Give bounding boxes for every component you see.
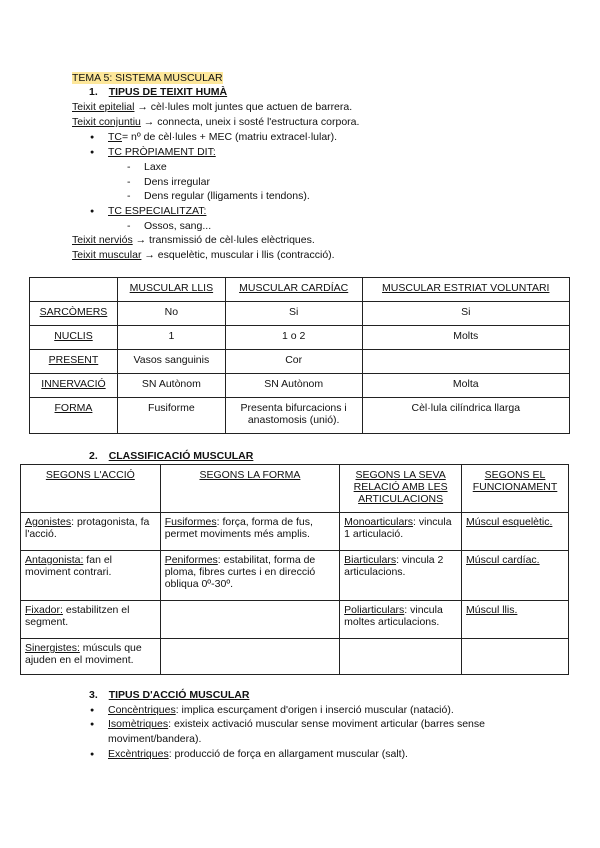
table-header-row [21,465,569,513]
table-cell: SN Autònom [117,374,225,398]
table-cell [160,639,339,675]
line-nervios: Teixit nerviós → transmissió de cèl·lules elèctriques. [72,234,315,246]
list-item: - Laxe [127,161,167,173]
table-header-row [30,278,570,302]
table-cell: Agonistes: protagonista, fa l'acció. [21,513,161,551]
table-header-cell: MUSCULAR LLIS [117,278,225,302]
table-cell: Múscul cardíac. [462,551,569,601]
table-cell: Poliarticulars: vincula moltes articulacions. [340,601,462,639]
list-item: - Dens irregular [127,176,210,188]
table-cell: 1 [117,326,225,350]
table-row [21,601,569,639]
muscle-types-table [29,277,570,434]
section-3-heading: 3. TIPUS D'ACCIÓ MUSCULAR [89,689,250,701]
table-header-cell [30,278,118,302]
table-cell [362,350,569,374]
table-cell: Si [225,302,362,326]
row-label: FORMA [30,398,118,434]
table-header-cell: SEGONS LA FORMA [160,465,339,513]
table-row [30,302,570,326]
table-header-cell: SEGONS LA SEVA RELACIÓ AMB LES ARTICULACIONS [340,465,462,513]
line-epitelial: Teixit epitelial → cèl·lules molt juntes que actuen de barrera. [72,101,353,113]
table-cell [160,601,339,639]
table-cell: Peniformes: estabilitat, forma de ploma, fibres curtes i en direcció obliqua 0º-30º. [160,551,339,601]
list-item: - Dens regular (lligaments i tendons). [127,190,310,202]
table-cell: Fusiforme [117,398,225,434]
table-row [30,326,570,350]
table-row [30,350,570,374]
table-cell: Si [362,302,569,326]
bullet-isometriques: ● Isomètriques: existeix activació muscular sense moviment articular (barres sense [92,718,485,731]
bullet-concentriques: ● Concèntriques: implica escurçament d'origen i inserció muscular (natació). [92,704,454,717]
table-cell: Presenta bifurcacions i anastomosis (unió). [225,398,362,434]
table-cell: Múscul llis. [462,601,569,639]
table-header-cell: SEGONS EL FUNCIONAMENT [462,465,569,513]
table-header-cell: SEGONS L'ACCIÓ [21,465,161,513]
bullet-tc: ● TC= nº de cèl·lules + MEC (matriu extracel·lular). [92,131,337,144]
bullet-tc-propiament: ● TC PRÒPIAMENT DIT: [92,146,216,159]
table-cell: SN Autònom [225,374,362,398]
line-conjuntiu: Teixit conjuntiu → connecta, uneix i sosté l'estructura corpora. [72,116,360,128]
bullet-excentriques: ● Excèntriques: producció de força en allargament muscular (salt). [92,748,408,761]
row-label: PRESENT [30,350,118,374]
section-1-heading: 1. TIPUS DE TEIXIT HUMÀ [89,86,228,98]
table-header-cell: MUSCULAR ESTRIAT VOLUNTARI [362,278,569,302]
bullet-continuation: moviment/bandera). [108,733,202,745]
table-row [21,551,569,601]
table-cell: Vasos sanguinis [117,350,225,374]
table-cell: Fusiformes: força, forma de fus, permet moviments més amplis. [160,513,339,551]
classification-table [20,464,569,675]
table-cell: Monoarticulars: vincula 1 articulació. [340,513,462,551]
section-2-heading: 2. CLASSIFICACIÓ MUSCULAR [89,450,254,462]
table-cell: Biarticulars: vincula 2 articulacions. [340,551,462,601]
table-cell: Molta [362,374,569,398]
table-cell [340,639,462,675]
table-cell: Múscul esquelètic. [462,513,569,551]
list-item: - Ossos, sang... [127,220,212,232]
table-cell: 1 o 2 [225,326,362,350]
table-cell: Cèl·lula cilíndrica llarga [362,398,569,434]
table-row [21,513,569,551]
document-title: TEMA 5: SISTEMA MUSCULAR [72,72,223,84]
line-muscular: Teixit muscular → esquelètic, muscular i llis (contracció). [72,249,335,261]
table-cell: Sinergistes: músculs que ajuden en el moviment. [21,639,161,675]
table-cell: Molts [362,326,569,350]
table-header-cell: MUSCULAR CARDÍAC [225,278,362,302]
bullet-tc-especialitzat: ● TC ESPECIALITZAT: [92,205,206,218]
table-cell: Antagonista: fan el moviment contrari. [21,551,161,601]
table-row [30,398,570,434]
row-label: INNERVACIÓ [30,374,118,398]
row-label: NUCLIS [30,326,118,350]
table-cell: Fixador: estabilitzen el segment. [21,601,161,639]
table-cell [462,639,569,675]
table-cell: Cor [225,350,362,374]
row-label: SARCÒMERS [30,302,118,326]
table-row [30,374,570,398]
table-row [21,639,569,675]
table-cell: No [117,302,225,326]
